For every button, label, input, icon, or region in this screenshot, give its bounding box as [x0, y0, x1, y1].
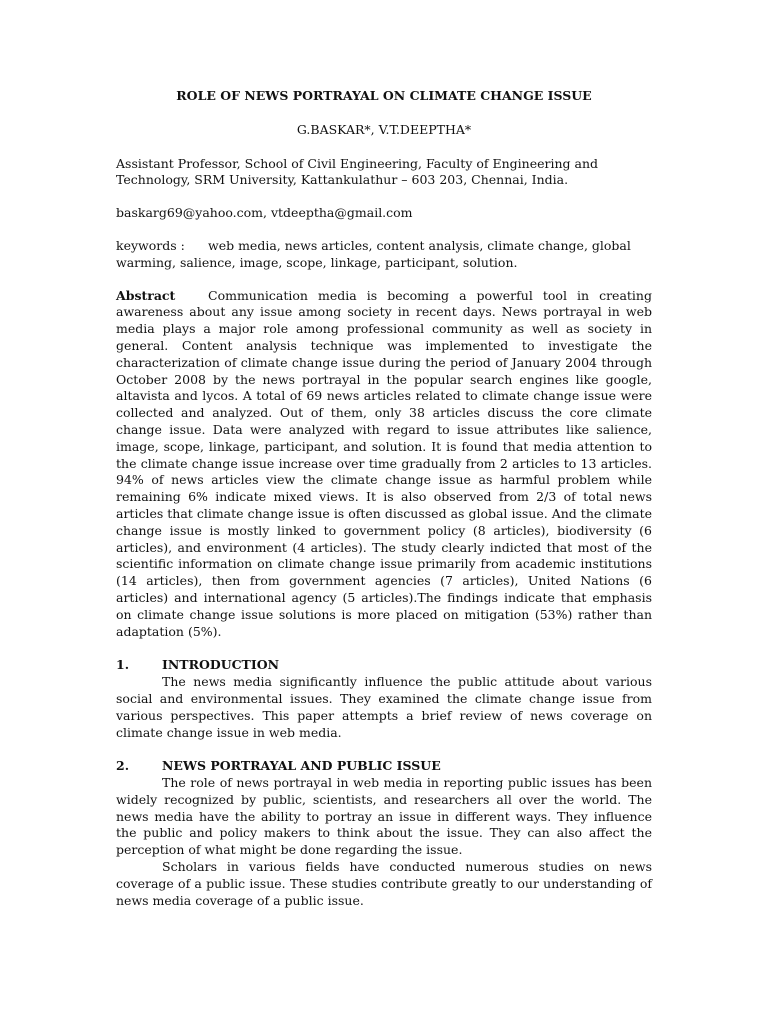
- abstract-text: Communication media is becoming a powerful tool in creating awareness about any issue among society in recent days. News portrayal in web media plays a major role among professional community as well as society in general. Content analysis technique was implemented to investigate the characterization of climate change issue during the period of January 2004 through October 2008 by the news portrayal in the popular search engines like google, altavista and lycos. A total of 69 news articles related to climate change issue were collected and analyzed. Out of them, only 38 articles discuss the core climate change issue. Data were analyzed with regard to issue attributes like salience, image, scope, linkage, participant, and solution. It is found that media attention to the climate change issue increase over time gradually from 2 articles to 13 articles. 94% of news articles view the climate change issue as harmful problem while remaining 6% indicate mixed views. It is also observed from 2/3 of total news articles that climate change issue is often discussed as global issue. And the climate change issue is mostly linked to government policy (8 articles), biodiversity (6 articles), and environment (4 articles). The study clearly indicted that most of the scientific information on climate change issue primarily from academic institutions (14 articles), then from government agencies (7 articles), United Nations (6 articles) and international agency (5 articles).The findings indicate that emphasis on climate change issue solutions is more placed on mitigation (53%) rather than adaptation (5%).: [116, 287, 652, 639]
- keywords-text: web media, news articles, content analysis, climate change, global warming, salience, image, scope, linkage, participant, solution.: [116, 237, 631, 270]
- body-paragraph: The news media significantly influence the public attitude about various social and environmental issues. They examined the climate change issue from various perspectives. This paper attempts a brief review of news coverage on climate change issue in web media.: [116, 674, 652, 740]
- abstract-block: [116, 288, 652, 641]
- section-title: INTRODUCTION: [162, 657, 280, 673]
- keywords-block: [116, 238, 652, 272]
- paper-title: ROLE OF NEWS PORTRAYAL ON CLIMATE CHANGE ISSUE: [176, 88, 592, 103]
- section-news-portrayal: [116, 758, 652, 909]
- section-number: 1.: [116, 657, 130, 673]
- section-introduction: [116, 657, 652, 741]
- section-number: 2.: [116, 758, 130, 774]
- author-list: G.BASKAR*, V.T.DEEPTHA*: [296, 121, 472, 137]
- body-paragraph: The role of news portrayal in web media in reporting public issues has been widely recognized by public, scientists, and researchers all over the world. The news media have the ability to portray an issue in different ways. They influence the public and policy makers to think about the issue. They can also affect the perception of what might be done regarding the issue.: [116, 775, 652, 858]
- author-affiliation: Assistant Professor, School of Civil Engineering, Faculty of Engineering and Technology, SRM University, Kattankulathur – 603 203, Chennai, India.: [116, 155, 599, 188]
- abstract-label: Abstract: [116, 287, 176, 303]
- author-emails: baskarg69@yahoo.com, vtdeeptha@gmail.com: [116, 205, 413, 221]
- section-title: NEWS PORTRAYAL AND PUBLIC ISSUE: [162, 758, 441, 774]
- section-heading: [116, 657, 652, 674]
- paper-body: [116, 88, 652, 909]
- keywords-label: keywords :: [116, 237, 185, 253]
- body-paragraph: Scholars in various fields have conducted numerous studies on news coverage of a public issue. These studies contribute greatly to our understanding of news media coverage of a public issue.: [116, 859, 652, 908]
- section-heading: [116, 758, 652, 775]
